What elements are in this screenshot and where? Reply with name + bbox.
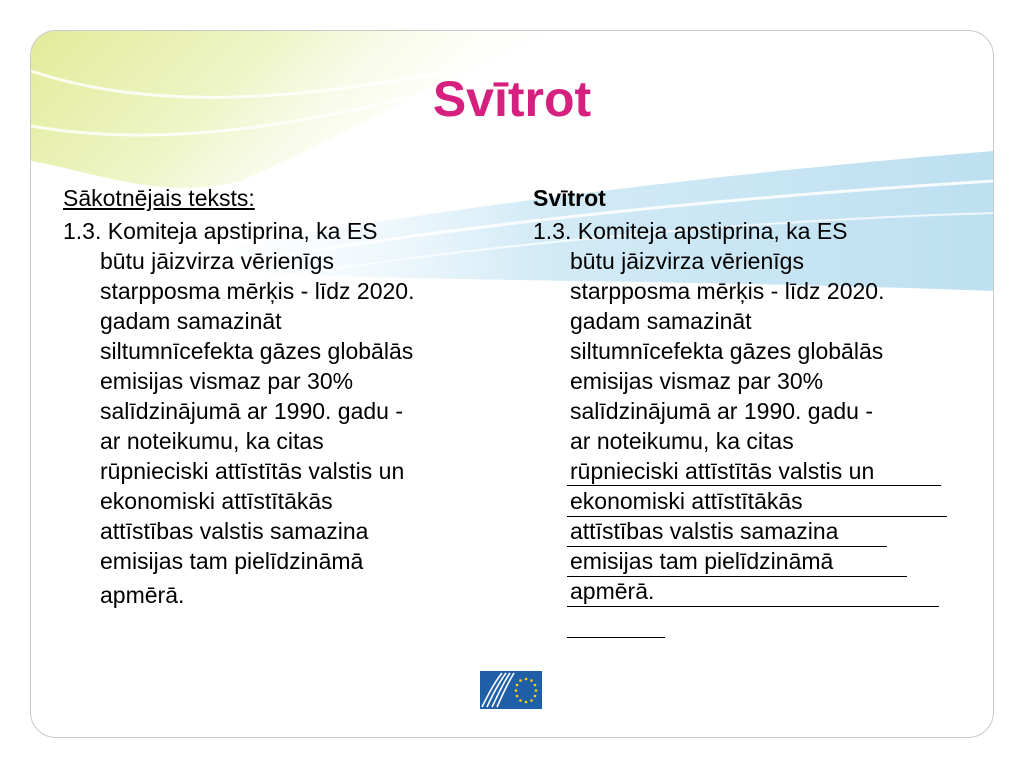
strikethrough-line — [567, 546, 887, 547]
paragraph-line: būtu jāizvirza vērienīgs — [100, 248, 334, 274]
paragraph-line: siltumnīcefekta gāzes globālās — [100, 338, 414, 364]
strikethrough-line — [567, 576, 907, 577]
paragraph-line: attīstības valstis samazina — [100, 518, 369, 544]
strikethrough-line — [567, 516, 947, 517]
paragraph-line: gadam samazināt — [100, 308, 282, 334]
deleted-text-heading: Svītrot — [533, 185, 606, 211]
paragraph-line: emisijas tam pielīdzināmā — [100, 548, 364, 574]
paragraph-line: siltumnīcefekta gāzes globālās — [570, 338, 884, 364]
strikethrough-line — [567, 637, 665, 638]
paragraph-line: starpposma mērķis - līdz 2020. — [100, 278, 415, 304]
deleted-text-column — [533, 183, 963, 606]
slide — [30, 30, 994, 738]
eesc-logo — [480, 671, 542, 709]
paragraph-line: ar noteikumu, ka citas — [570, 428, 794, 454]
paragraph-line: starpposma mērķis - līdz 2020. — [570, 278, 885, 304]
paragraph-line: rūpnieciski attīstītās valstis un — [100, 458, 405, 484]
original-text-paragraph — [63, 216, 493, 610]
paragraph-line: 1.3. Komiteja apstiprina, ka ES — [63, 218, 378, 244]
paragraph-line: attīstības valstis samazina — [570, 518, 839, 544]
original-text-column — [63, 183, 493, 610]
slide-title: Svītrot — [432, 71, 592, 127]
paragraph-line: apmērā. — [100, 582, 185, 608]
paragraph-line: gadam samazināt — [570, 308, 752, 334]
paragraph-line: emisijas vismaz par 30% — [570, 368, 824, 394]
paragraph-line: salīdzinājumā ar 1990. gadu - — [570, 398, 874, 424]
deleted-text-paragraph — [533, 216, 963, 606]
strikethrough-line — [567, 485, 941, 486]
paragraph-line: būtu jāizvirza vērienīgs — [570, 248, 804, 274]
paragraph-line: ekonomiski attīstītākās — [100, 488, 333, 514]
paragraph-line: salīdzinājumā ar 1990. gadu - — [100, 398, 404, 424]
paragraph-line: ekonomiski attīstītākās — [570, 488, 803, 514]
paragraph-line: 1.3. Komiteja apstiprina, ka ES — [533, 218, 848, 244]
paragraph-line: emisijas vismaz par 30% — [100, 368, 354, 394]
paragraph-line: apmērā. — [570, 578, 655, 604]
paragraph-line: rūpnieciski attīstītās valstis un — [570, 458, 875, 484]
strikethrough-line — [567, 606, 939, 607]
paragraph-line: ar noteikumu, ka citas — [100, 428, 324, 454]
original-text-heading: Sākotnējais teksts: — [63, 185, 255, 211]
paragraph-line: emisijas tam pielīdzināmā — [570, 548, 834, 574]
